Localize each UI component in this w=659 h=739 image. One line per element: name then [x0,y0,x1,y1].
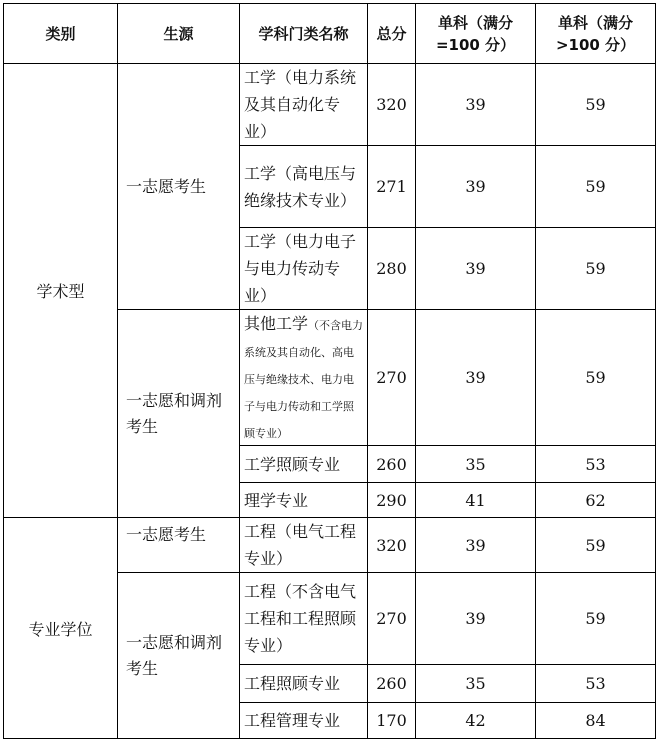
single-le100-score: 39 [416,64,536,146]
single-gt100-score: 59 [536,310,656,446]
subject-cell: 工程照顾专业 [240,665,368,703]
single-le100-score: 35 [416,665,536,703]
header-single-gt100: 单科（满分>100 分） [536,4,656,64]
single-gt100-score: 53 [536,446,656,483]
subject-cell: 工学（高电压与绝缘技术专业） [240,146,368,228]
total-score: 170 [368,703,416,739]
header-single-le100: 单科（满分=100 分） [416,4,536,64]
subject-cell: 理学专业 [240,483,368,518]
single-le100-score: 39 [416,146,536,228]
single-le100-score: 39 [416,228,536,310]
source-academic-first: 一志愿考生 [118,64,240,310]
single-gt100-score: 84 [536,703,656,739]
category-academic: 学术型 [4,64,118,518]
source-prof-first: 一志愿考生 [118,518,240,573]
source-prof-adjust: 一志愿和调剂考生 [118,573,240,739]
single-le100-score: 41 [416,483,536,518]
single-le100-score: 42 [416,703,536,739]
single-le100-score: 39 [416,310,536,446]
subject-main: 其他工学 [244,314,309,333]
single-le100-score: 39 [416,573,536,665]
single-gt100-score: 62 [536,483,656,518]
subject-cell: 工学（电力系统及其自动化专业） [240,64,368,146]
total-score: 271 [368,146,416,228]
score-table [3,3,656,739]
category-professional: 专业学位 [4,518,118,739]
single-gt100-score: 53 [536,665,656,703]
total-score: 290 [368,483,416,518]
total-score: 260 [368,446,416,483]
source-academic-adjust: 一志愿和调剂考生 [118,310,240,518]
subject-cell: 工学照顾专业 [240,446,368,483]
subject-cell [240,310,368,446]
single-le100-score: 39 [416,518,536,573]
single-gt100-score: 59 [536,518,656,573]
subject-cell: 工学（电力电子与电力传动专业） [240,228,368,310]
single-gt100-score: 59 [536,573,656,665]
header-total: 总分 [368,4,416,64]
single-le100-score: 35 [416,446,536,483]
total-score: 320 [368,64,416,146]
table-row [4,64,656,146]
header-category: 类别 [4,4,118,64]
total-score: 320 [368,518,416,573]
table-row [4,518,656,573]
single-gt100-score: 59 [536,64,656,146]
subject-cell: 工程（不含电气工程和工程照顾专业） [240,573,368,665]
header-subject: 学科门类名称 [240,4,368,64]
total-score: 260 [368,665,416,703]
subject-cell: 工程（电气工程专业） [240,518,368,573]
header-row [4,4,656,64]
subject-note: （不含电力系统及其自动化、高电压与绝缘技术、电力电子与电力传动和工学照顾专业） [244,319,364,440]
single-gt100-score: 59 [536,146,656,228]
total-score: 270 [368,573,416,665]
total-score: 280 [368,228,416,310]
header-source: 生源 [118,4,240,64]
subject-cell: 工程管理专业 [240,703,368,739]
total-score: 270 [368,310,416,446]
single-gt100-score: 59 [536,228,656,310]
